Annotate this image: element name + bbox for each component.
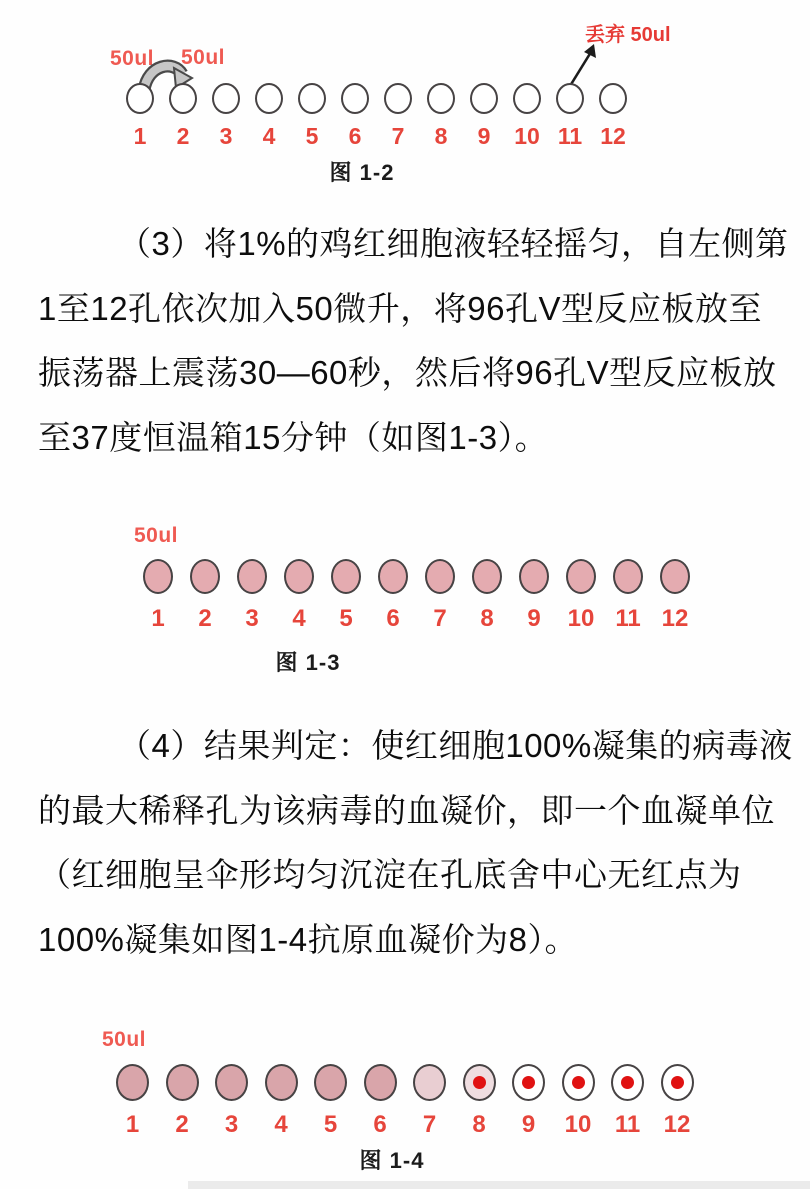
well [341,83,369,114]
well-cell [556,83,584,150]
well [255,83,283,114]
well-number: 9 [477,123,491,149]
well [212,83,240,114]
figure-1-4 [0,1022,810,1182]
well-cell [470,83,498,150]
text-line: 的最大稀释孔为该病毒的血凝价，即一个血凝单位 [38,791,775,829]
scan-artifact-strip [188,1181,810,1189]
well [566,559,596,594]
figure-1-2 [0,0,810,200]
well [425,559,455,594]
well-cell [384,83,412,150]
well-number: 4 [292,605,306,632]
well-number: 10 [514,123,540,149]
text-line: （红细胞呈伞形均匀沉淀在孔底舍中心无红点为 [38,856,742,893]
well-cell [166,1064,199,1139]
well-cell [413,1064,446,1139]
well-cell [427,83,455,150]
well [599,83,627,114]
well-number: 7 [433,605,447,632]
well [215,1064,248,1101]
well [470,83,498,114]
well [126,83,154,114]
well [472,559,502,594]
paragraph-4 [38,714,793,972]
well-number: 4 [274,1111,288,1138]
well-number: 9 [521,1111,536,1138]
well-number: 8 [434,123,448,149]
well-cell [519,559,549,633]
well-cell [566,559,596,633]
well-cell [284,559,314,633]
well-number: 2 [176,123,190,149]
well-cell [512,1064,545,1139]
well-with-red-dot [463,1064,496,1101]
well-cell [599,83,627,150]
well-cell [143,559,173,633]
well-cell [472,559,502,633]
well-cell [613,559,643,633]
well-cell [237,559,267,633]
well-cell [255,83,283,150]
well-number: 12 [663,1111,691,1138]
red-dot-icon [522,1076,535,1089]
well [660,559,690,594]
figure-caption: 图 1-2 [329,160,395,185]
well-number: 3 [219,123,233,149]
well-number: 12 [661,605,689,632]
text-line: 1至12孔依次加入50微升，将96孔V型反应板放至 [38,289,762,327]
well-cell [661,1064,694,1139]
well-number: 3 [224,1111,239,1138]
well-cell [463,1064,496,1139]
well-cell [265,1064,298,1139]
well-cell [341,83,369,150]
well [613,559,643,594]
well-with-red-dot [562,1064,595,1101]
well-number: 9 [527,605,541,632]
well [166,1064,199,1101]
red-dot-icon [621,1076,634,1089]
well [298,83,326,114]
well [413,1064,446,1101]
transfer-volume-label-1: 50ul [110,47,155,70]
figure-caption: 图 1-4 [359,1148,425,1173]
well-number: 1 [133,123,147,149]
well-cell [298,83,326,150]
well-cell [190,559,220,633]
well-row [116,1064,694,1139]
well [519,559,549,594]
well [314,1064,347,1101]
figure-1-3 [0,518,810,688]
well-number: 7 [391,123,405,149]
well-number: 10 [567,605,595,632]
well-cell [116,1064,149,1139]
well-cell [660,559,690,633]
paragraph-3 [38,212,788,470]
well-row [126,83,627,150]
well-cell [513,83,541,150]
well-number: 2 [175,1111,189,1138]
well-with-red-dot [512,1064,545,1101]
text-line: （3）将1%的鸡红细胞液轻轻摇匀，自左侧第 [118,225,789,262]
well-number: 7 [422,1111,437,1138]
transfer-volume-label-2: 50ul [181,46,226,69]
well-number: 6 [373,1111,387,1138]
well [331,559,361,594]
well-number: 1 [125,1111,140,1138]
well-cell [364,1064,397,1139]
well-cell [425,559,455,633]
well-number: 4 [262,123,276,149]
well [378,559,408,594]
well-number: 10 [564,1111,592,1138]
well-number: 11 [615,605,641,632]
well-cell [126,83,154,150]
text-line: （4）结果判定：使红细胞100%凝集的病毒液 [118,727,793,764]
well-number: 5 [305,123,319,149]
well [513,83,541,114]
red-dot-icon [671,1076,684,1089]
well [143,559,173,594]
well [427,83,455,114]
figure-caption: 图 1-3 [275,650,341,675]
red-dot-icon [572,1076,585,1089]
well-number: 1 [151,605,165,632]
well [169,83,197,114]
well-cell [212,83,240,150]
text-line: 100%凝集如图1-4抗原血凝价为8）。 [38,920,578,958]
well-number: 8 [480,605,494,632]
well-with-red-dot [611,1064,644,1101]
well-cell [215,1064,248,1139]
well [364,1064,397,1101]
well-number: 11 [614,1111,641,1138]
volume-label: 50ul [102,1028,147,1051]
well-cell [378,559,408,633]
well-number: 12 [600,123,626,149]
well-number: 2 [198,605,212,632]
well-number: 5 [339,605,353,632]
discard-volume-label: 丢弃 50ul [585,24,671,46]
well-number: 3 [245,605,259,632]
volume-label: 50ul [134,524,179,547]
well-cell [169,83,197,150]
text-line: 至37度恒温箱15分钟（如图1-3）。 [38,418,549,456]
well-number: 5 [323,1111,338,1138]
well [265,1064,298,1101]
well-number: 6 [348,123,362,149]
well-row [143,559,690,633]
well [116,1064,149,1101]
well [556,83,584,114]
well [384,83,412,114]
well-cell [314,1064,347,1139]
well-number: 11 [557,123,583,149]
well-with-red-dot [661,1064,694,1101]
well-cell [331,559,361,633]
well [237,559,267,594]
well-number: 8 [472,1111,486,1138]
well [190,559,220,594]
red-dot-icon [473,1076,486,1089]
well-cell [611,1064,644,1139]
well-cell [562,1064,595,1139]
well [284,559,314,594]
well-number: 6 [386,605,400,632]
text-line: 振荡器上震荡30—60秒，然后将96孔V型反应板放 [38,354,777,391]
